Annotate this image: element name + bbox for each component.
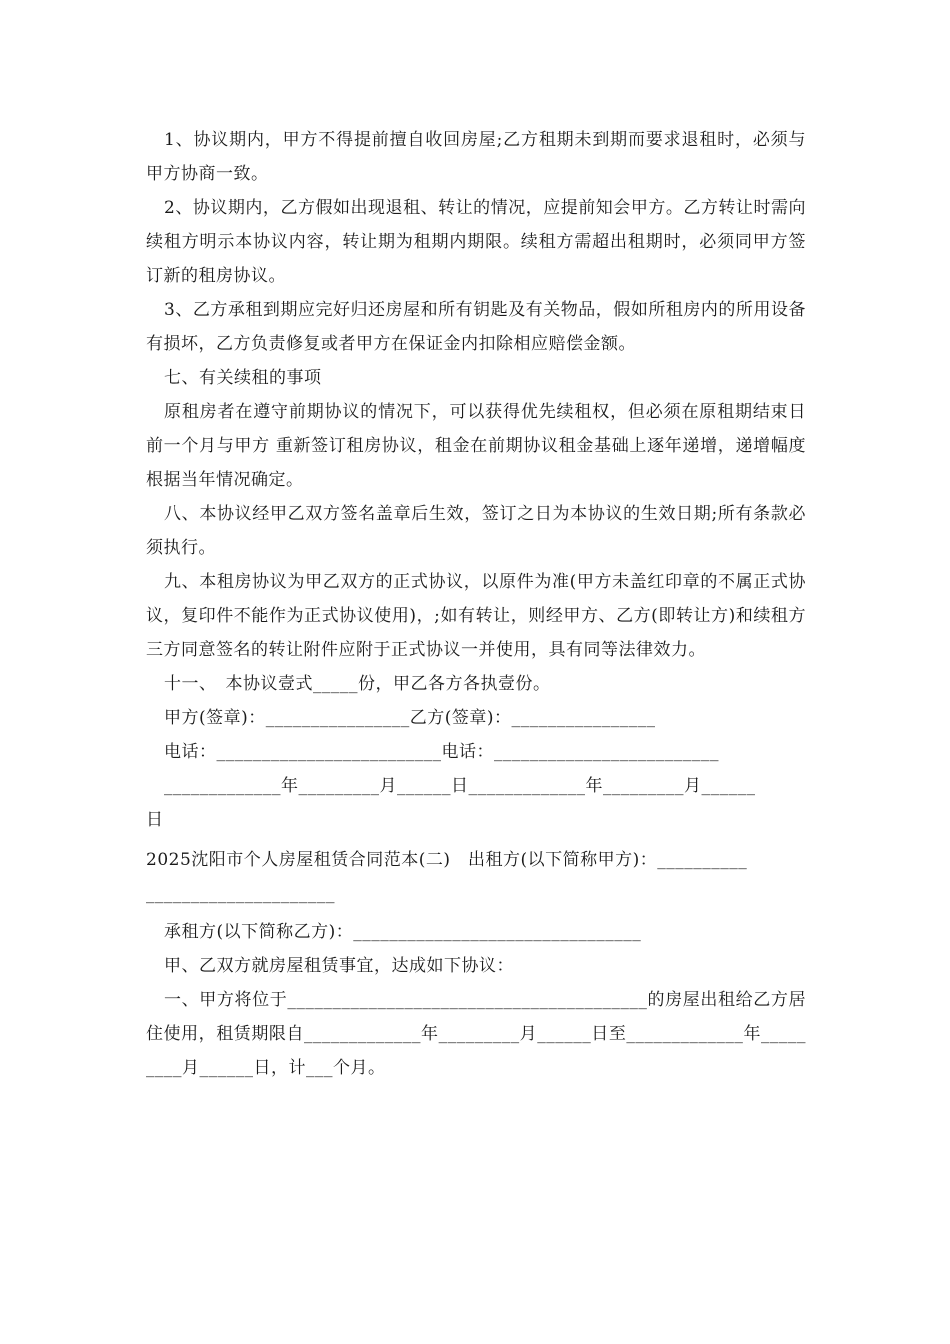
paragraph-clause-one: 一、甲方将位于________________________________________的房屋出租给乙方居住使用，租赁期限自_____________年_________月______日至_____________年_________月______日，计___个月。 xyxy=(146,990,806,1078)
date-line-continued: 日 xyxy=(146,810,164,830)
document-page xyxy=(146,123,806,1085)
date-line: _____________年_________月______日_____________年_________月______ xyxy=(164,776,756,796)
paragraph-clause-1: 1、协议期内，甲方不得提前擅自收回房屋;乙方租期未到期而要求退租时，必须与甲方协商一致。 xyxy=(146,130,806,184)
contract-title-line-continued: _____________________ xyxy=(146,884,335,904)
paragraph-clause-2: 2、协议期内，乙方假如出现退租、转让的情况，应提前知会甲方。乙方转让时需向续租方明示本协议内容，转让期为租期内期限。续租方需超出租期时，必须同甲方签订新的租房协议。 xyxy=(146,198,806,286)
paragraph-section-11: 十一、 本协议壹式_____份，甲乙各方各执壹份。 xyxy=(164,674,551,694)
paragraph-clause-3: 3、乙方承租到期应完好归还房屋和所有钥匙及有关物品，假如所租房内的所用设备有损坏，乙方负责修复或者甲方在保证金内扣除相应赔偿金额。 xyxy=(146,300,806,354)
tenant-line: 承租方(以下简称乙方)：________________________________ xyxy=(164,922,642,942)
paragraph-section-9: 九、本租房协议为甲乙双方的正式协议，以原件为准(甲方未盖红印章的不属正式协议，复印件不能作为正式协议使用)，;如有转让，则经甲方、乙方(即转让方)和续租方三方同意签名的转让附件应附于正式协议一并使用，具有同等法律效力。 xyxy=(146,572,806,660)
signature-line: 甲方(签章)：________________乙方(签章)：________________ xyxy=(164,708,656,728)
section-heading-renewal: 七、有关续租的事项 xyxy=(164,368,322,388)
phone-line: 电话：_________________________电话：_________________________ xyxy=(164,742,719,762)
paragraph-section-8: 八、本协议经甲乙双方签名盖章后生效，签订之日为本协议的生效日期;所有条款必须执行。 xyxy=(146,504,806,558)
paragraph-renewal: 原租房者在遵守前期协议的情况下，可以获得优先续租权，但必须在原租期结束日前一个月与甲方 重新签订租房协议，租金在前期协议租金基础上逐年递增，递增幅度根据当年情况确定。 xyxy=(146,402,806,490)
agreement-line: 甲、乙双方就房屋租赁事宜，达成如下协议： xyxy=(164,956,514,976)
contract-title-line: 2025沈阳市个人房屋租赁合同范本(二) 出租方(以下简称甲方)：__________ xyxy=(146,850,748,870)
